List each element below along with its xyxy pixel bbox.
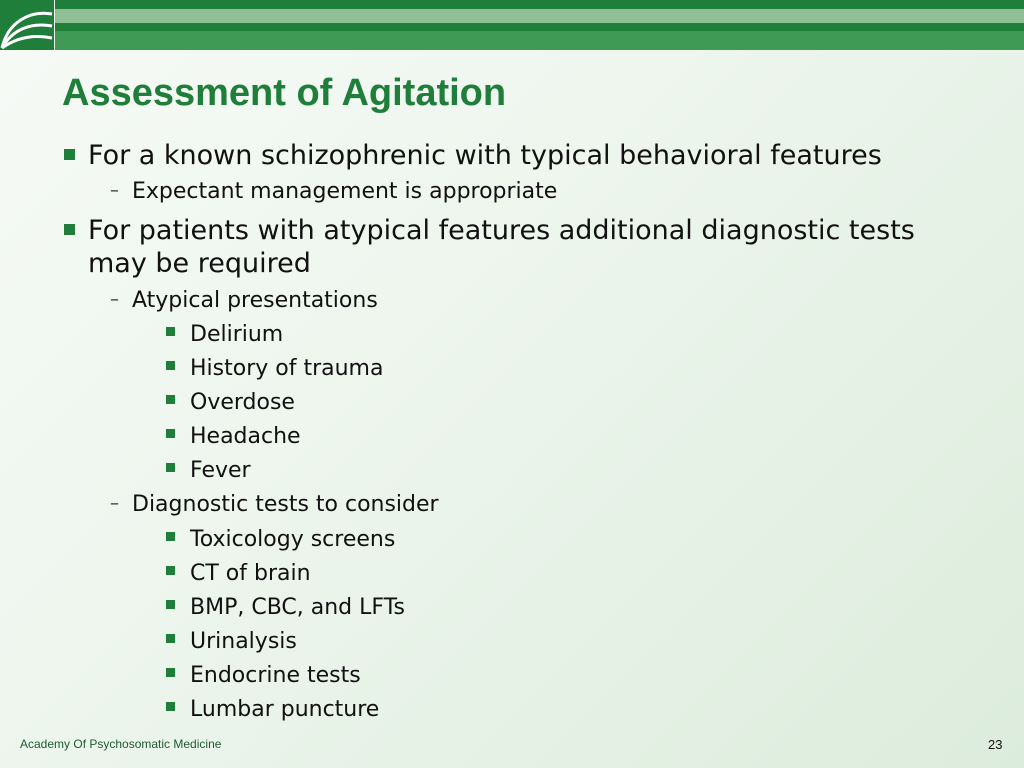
arc-logo-icon	[0, 0, 54, 50]
bullet-level3: CT of brain	[190, 561, 311, 586]
banner-stripe-2	[55, 9, 1024, 23]
banner-stripe-4	[55, 31, 1024, 50]
square-bullet-icon	[166, 600, 175, 609]
square-bullet-icon	[64, 224, 75, 235]
bullet-level3: Fever	[190, 458, 251, 483]
banner-stripe-1	[55, 0, 1024, 9]
square-bullet-icon	[166, 327, 175, 336]
square-bullet-icon	[166, 532, 175, 541]
bullet-level3: Urinalysis	[190, 629, 297, 654]
bullet-level2: Expectant management is appropriate	[132, 179, 558, 204]
bullet-level3: Endocrine tests	[190, 663, 361, 688]
banner-stripe-3	[55, 23, 1024, 31]
bullet-level2: Diagnostic tests to consider	[132, 492, 439, 517]
page-number: 23	[988, 737, 1003, 752]
square-bullet-icon	[166, 361, 175, 370]
bullet-level3: Headache	[190, 424, 301, 449]
square-bullet-icon	[166, 395, 175, 404]
square-bullet-icon	[166, 702, 175, 711]
bullet-level3: BMP, CBC, and LFTs	[190, 595, 405, 620]
square-bullet-icon	[166, 634, 175, 643]
bullet-level3: Overdose	[190, 390, 295, 415]
bullet-level3: Toxicology screens	[190, 527, 396, 552]
square-bullet-icon	[64, 149, 75, 160]
bullet-level3: History of trauma	[190, 356, 384, 381]
dash-bullet-icon: –	[110, 289, 119, 310]
bullet-level1-line2: may be required	[88, 248, 311, 279]
bullet-level3: Delirium	[190, 322, 284, 347]
dash-bullet-icon: –	[110, 493, 119, 514]
footer-organization: Academy Of Psychosomatic Medicine	[20, 737, 222, 751]
square-bullet-icon	[166, 429, 175, 438]
header-banner	[0, 0, 1024, 50]
bullet-level1: For a known schizophrenic with typical behavioral features	[88, 140, 882, 171]
square-bullet-icon	[166, 566, 175, 575]
bullet-level3: Lumbar puncture	[190, 697, 380, 722]
bullet-level1-line1: For patients with atypical features additional diagnostic tests	[88, 215, 915, 246]
slide-title: Assessment of Agitation	[62, 72, 507, 114]
bullet-level2: Atypical presentations	[132, 288, 378, 313]
square-bullet-icon	[166, 668, 175, 677]
logo	[0, 0, 54, 50]
dash-bullet-icon: –	[110, 180, 119, 201]
square-bullet-icon	[166, 463, 175, 472]
